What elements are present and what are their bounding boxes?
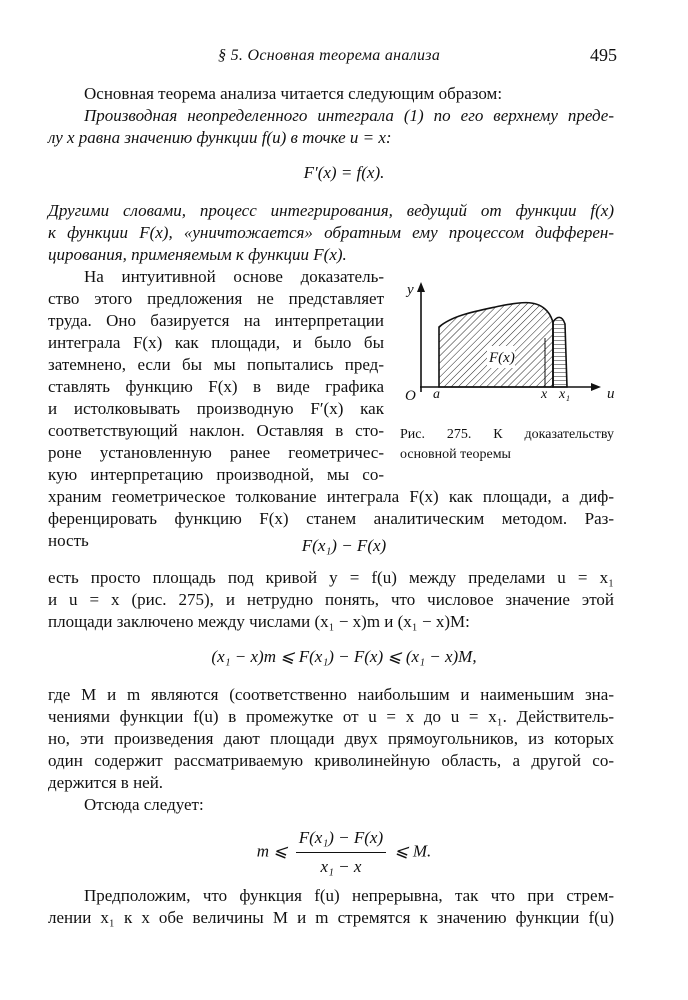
text-line: ференцировать функцию F(x) станем аналитическим методом. Раз- (48, 509, 614, 528)
text-line: но, эти произведения дают площади двух прямоугольников, из которых (48, 729, 614, 748)
text-line: ставлять функцию F(x) в виде графика (48, 377, 384, 396)
theorem-line: Другими словами, процесс интегрирования, ведущий от функции f(x) (48, 201, 614, 220)
x1-label: x₁ (559, 387, 571, 402)
text-line: чениями функции f(u) в промежутке от u = x до u = x₁. Действитель- (48, 707, 614, 726)
area-label: F(x) (489, 350, 515, 366)
text-line: Отсюда следует: (84, 795, 204, 814)
text-line: площади заключено между числами (x₁ − x)m и (x₁ − x)M: (48, 612, 470, 631)
text-line: ство этого предложения не представляет (48, 289, 384, 308)
y-axis-label: y (407, 282, 414, 298)
text-line: держится в ней. (48, 773, 164, 792)
caption-line: Рис. 275. К доказательству (400, 427, 614, 442)
theorem-line: Производная неопределенного интеграла (1) по его верхнему преде- (84, 106, 614, 125)
theorem-line: цирования, применяемым к функции F(x). (48, 245, 347, 264)
fraction-right: ⩽ M. (394, 841, 432, 861)
figure-275 (395, 280, 620, 404)
text-line: интеграла F(x) как площади, и было бы (48, 333, 384, 352)
text-line: На интуитивной основе доказатель- (84, 267, 384, 286)
text-line: храним геометрическое толкование интеграла F(x) как площади, а диф- (48, 487, 614, 506)
y-arrow (417, 282, 425, 292)
fraction-denominator: x₁ − x (320, 857, 362, 876)
equation-main: F′(x) = f(x). (303, 163, 385, 182)
a-label: a (433, 387, 440, 402)
text-line: Основная теорема анализа читается следующим образом: (84, 84, 503, 103)
equation-difference: F(x₁) − F(x) (301, 536, 387, 555)
text-line: и u = x (рис. 275), и нетрудно понять, что числовое значение этой (48, 590, 614, 609)
text-line: кую интерпретацию производной, мы со- (48, 465, 384, 484)
text-line: ность (48, 531, 89, 550)
theorem-line: к функции F(x), «уничтожается» обратным ему процессом дифферен- (48, 223, 614, 242)
area-diagram (395, 280, 620, 404)
text-line: и истолковывать производную F′(x) как (48, 399, 384, 418)
text-line: Предположим, что функция f(u) непрерывна, так что при стрем- (84, 886, 614, 905)
strip-area (553, 317, 567, 387)
page-number: 495 (590, 45, 617, 65)
equation-inequality: (x₁ − x)m ⩽ F(x₁) − F(x) ⩽ (x₁ − x)M, (211, 647, 477, 666)
caption-line: основной теоремы (400, 447, 511, 462)
text-line: один содержит рассматриваемую криволинейную область, а другой со- (48, 751, 614, 770)
x-label: x (541, 387, 548, 402)
u-arrow (591, 383, 601, 391)
text-line: где M и m являются (соответственно наибольшим и наименьшим зна- (48, 685, 614, 704)
theorem-line: лу x равна значению функции f(u) в точке u = x: (48, 128, 392, 147)
equation-fraction (0, 826, 688, 879)
text-line: роне установленную ранее геометричес- (48, 443, 384, 462)
fraction-left: m ⩽ (256, 841, 288, 861)
text-line: есть просто площадь под кривой y = f(u) между пределами u = x₁ (48, 568, 614, 587)
origin-label: O (405, 388, 416, 404)
fraction-numerator: F(x₁) − F(x) (296, 826, 386, 853)
text-line: соответствующий наклон. Оставляя в сто- (48, 421, 384, 440)
section-title: § 5. Основная теорема анализа (218, 47, 441, 64)
text-line: лении x₁ к x обе величины M и m стремятся к значению функции f(u) (48, 908, 614, 927)
text-line: труда. Оно базируется на интерпретации (48, 311, 384, 330)
figure-caption (400, 425, 614, 465)
u-axis-label: u (607, 386, 615, 402)
running-header (0, 47, 688, 71)
fraction (296, 826, 386, 879)
text-line: затемнено, если бы мы попытались пред- (48, 355, 384, 374)
hatched-area (439, 303, 553, 387)
